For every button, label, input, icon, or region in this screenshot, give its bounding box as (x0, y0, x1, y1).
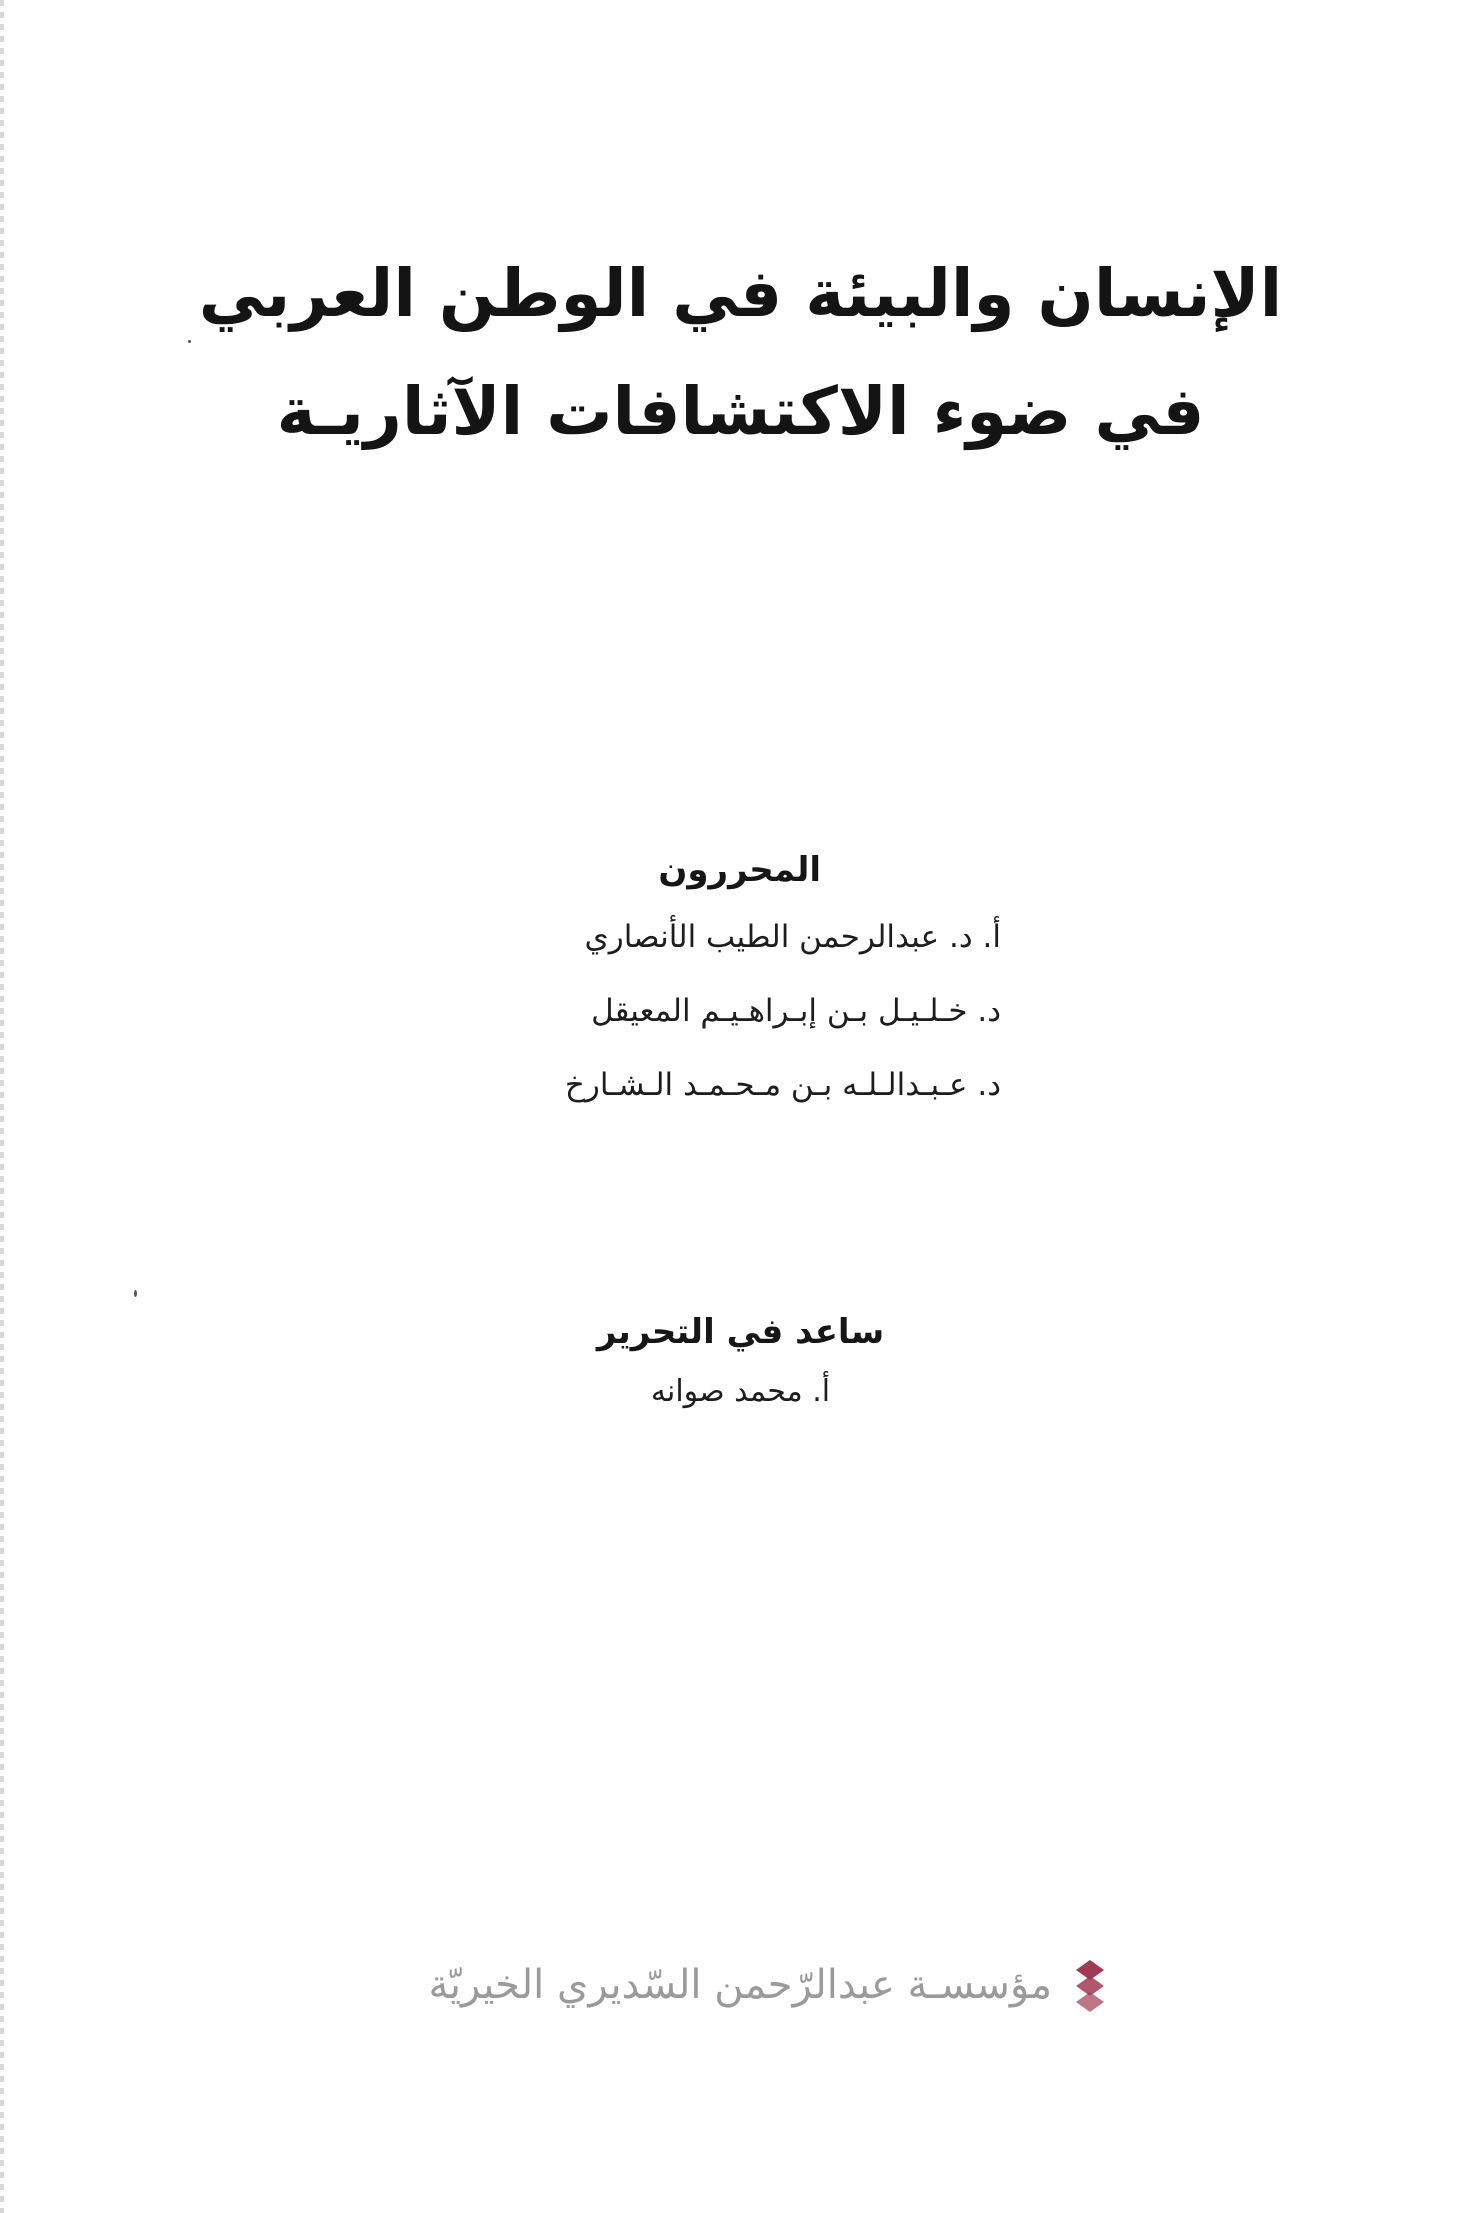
publisher-name: مؤسسـة عبدالرّحمن السّديري الخيريّة (428, 1962, 1052, 2008)
assistant-heading: ساعد في التحرير (596, 1312, 885, 1352)
editors-section (401, 840, 1001, 1122)
scan-speck (134, 1290, 137, 1297)
diamond-stack-logo-icon (1070, 1958, 1110, 2012)
editor-name-3: د. عـبـدالـلـه بـن مـحـمـد الـشـارخ (564, 1067, 1001, 1103)
assistant-section (0, 1302, 1481, 1422)
title-line-2: في ضوء الاكتشافات الآثاريـة (276, 373, 1205, 450)
assistant-name: أ. محمد صوانه (650, 1374, 831, 1409)
editor-name-2: د. خـلـيـل بـن إبـراهـيـم المعيقل (591, 993, 1001, 1029)
book-title (0, 235, 1481, 471)
editor-name-1: أ. د. عبدالرحمن الطيب الأنصاري (584, 919, 1001, 955)
title-line-1: الإنسان والبيئة في الوطن العربي (198, 255, 1283, 332)
publisher-imprint (370, 1950, 1110, 2020)
editors-heading: المحررون (658, 850, 821, 890)
